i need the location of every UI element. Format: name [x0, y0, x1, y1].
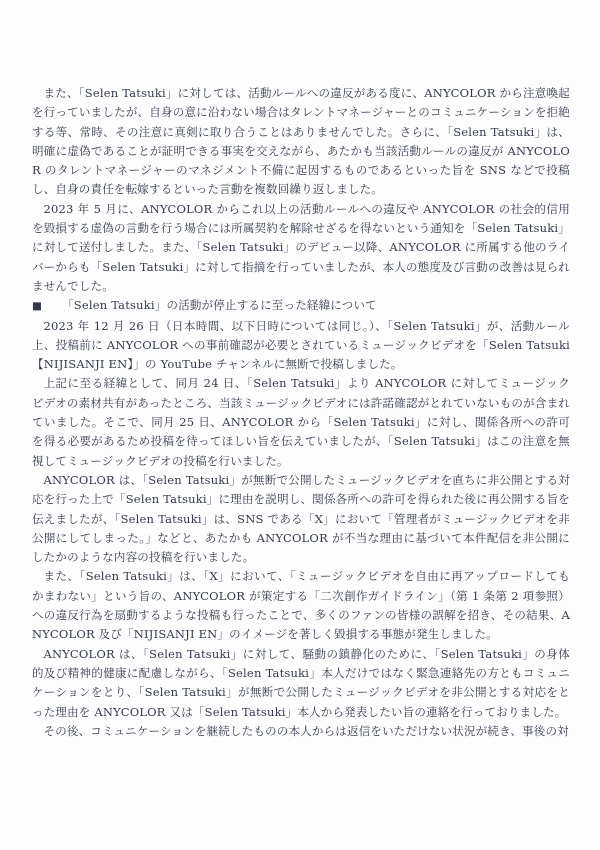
paragraph-dec-26-upload: 2023 年 12 月 26 日（日本時間、以下日時については同じ。）、「Selen Tatsuki」が、活動ルール上、投稿前に ANYCOLOR への事前確認が必要とされているミュージックビデオを「Selen Tatsuki【NIJISANJI EN】」の YouTube チャンネルに無断で投稿しました。	[32, 318, 570, 372]
paragraph-no-reply: その後、コミュニケーションを継続したものの本人からは返信をいただけない状況が続き、事後の対	[43, 723, 569, 738]
section-heading-text: 「Selen Tatsuki」の活動が停止するに至った経緯について	[62, 298, 377, 313]
section-heading-activity-suspension	[32, 296, 570, 316]
square-bullet-icon: ■	[32, 300, 43, 313]
paragraph-guideline-violation: また、「Selen Tatsuki」は、「X」において、「ミュージックビデオを自由に再アップロードしてもかまわない」という旨の、ANYCOLOR が策定する「二次創作ガイドライン」（第 1 条第 2 項参照）への違反行為を扇動するような投稿も行ったことで、多くのファンの皆様の誤解を招き、その結果、ANYCOLOR 及び「NIJISANJI EN」のイメージを著しく毀損する事態が発生しました。	[32, 569, 570, 642]
paragraph-unlisted-response: ANYCOLOR は、「Selen Tatsuki」が無断で公開したミュージックビデオを直ちに非公開とする対応を行った上で「Selen Tatsuki」に理由を説明し、関係各所への許可を得られた後に再公開する旨を伝えましたが、「Selen Tatsuki」は、SNS である「X」において「管理者がミュージックビデオを非公開にしてしまった。」などと、あたかも ANYCOLOR が不当な理由に基づいて本件配信を非公開にしたかのような内容の投稿を行いました。	[32, 472, 570, 565]
paragraph-communication-efforts: ANYCOLOR は、「Selen Tatsuki」に対して、騒動の鎮静化のために、「Selen Tatsuki」の身体的及び精神的健康に配慮しながら、「Selen Tatsuki」本人だけではなく緊急連絡先の方ともコミュニケーションをとり、「Selen Tatsuki」が無断で公開したミュージックビデオを非公開とする対応をとった理由を ANYCOLOR 又は「Selen Tatsuki」本人から発表したい旨の連絡を行っておりました。	[32, 646, 570, 719]
paragraph-background-dec-24-25: 上記に至る経緯として、同月 24 日、「Selen Tatsuki」より ANYCOLOR に対してミュージックビデオの素材共有があったところ、当該ミュージックビデオには許諾確認がとれていないものが含まれていました。そこで、同月 25 日、ANYCOLOR から「Selen Tatsuki」に対し、関係各所への許可を得る必要があるため投稿を待ってほしい旨を伝えていましたが、「Selen Tatsuki」はこの注意を無視してミュージックビデオの投稿を行いました。	[32, 376, 570, 468]
paragraph-may-2023-notice: 2023 年 5 月に、ANYCOLOR からこれ以上の活動ルールへの違反や ANYCOLOR の社会的信用を毀損する虚偽の言動を行う場合には所属契約を解除せざるを得ないという通知を「Selen Tatsuki」に対して送付しました。また、「Selen Tatsuki」のデビュー以降、ANYCOLOR に所属する他のライバーからも「Selen Tatsuki」に対して指摘を行っていましたが、本人の態度及び言動の改善は見られませんでした。	[32, 201, 570, 293]
paragraph-rule-violations: また、「Selen Tatsuki」に対しては、活動ルールへの違反がある度に、ANYCOLOR から注意喚起を行っていましたが、自身の意に沿わない場合はタレントマネージャーとのコミュニケーションを拒絶する等、常時、その注意に真剣に取り合うことはありませんでした。さらに、「Selen Tatsuki」は、明確に虚偽であることが証明できる事実を交えながら、あたかも当該活動ルールの違反が ANYCOLOR のタレントマネージャーのマネジメント不備に起因するものであるといった旨を SNS などで投稿し、自身の責任を転嫁するといった言動を複数回繰り返しました。	[32, 86, 570, 197]
